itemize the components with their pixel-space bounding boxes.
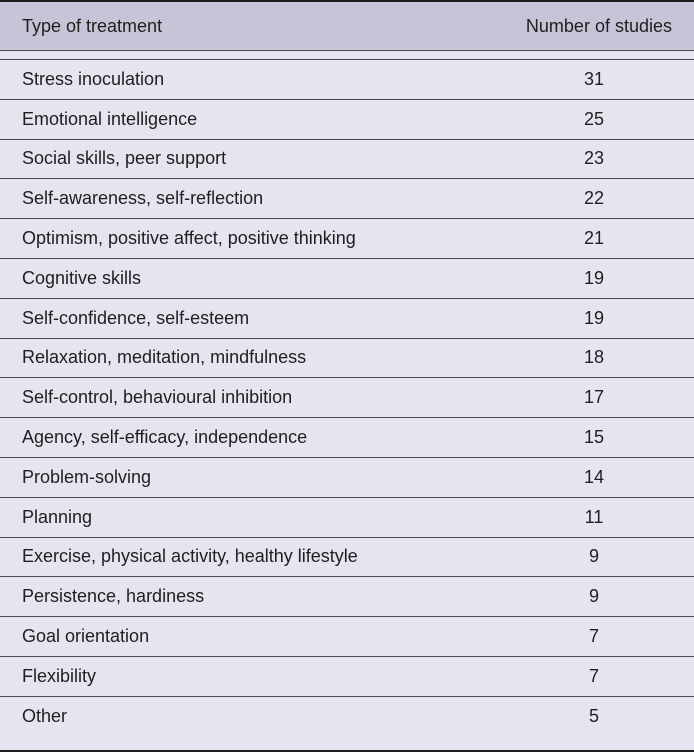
study-count-cell: 19 xyxy=(583,307,605,328)
study-count-cell: 17 xyxy=(583,387,605,408)
table-body xyxy=(0,60,694,737)
table-row xyxy=(0,339,694,379)
study-count-cell: 25 xyxy=(583,108,605,129)
study-count-cell: 14 xyxy=(583,466,605,487)
treatment-type-cell: Problem-solving xyxy=(22,466,152,487)
table-row xyxy=(0,299,694,339)
treatment-type-cell: Stress inoculation xyxy=(22,68,165,89)
study-count-cell: 7 xyxy=(588,665,599,686)
table-row xyxy=(0,60,694,100)
table-row xyxy=(0,259,694,299)
treatment-type-cell: Self-control, behavioural inhibition xyxy=(22,387,293,408)
treatment-type-cell: Relaxation, meditation, mindfulness xyxy=(22,347,307,368)
treatment-type-cell: Emotional intelligence xyxy=(22,108,198,129)
study-count-cell: 23 xyxy=(583,148,605,169)
treatment-type-cell: Self-awareness, self-reflection xyxy=(22,188,264,209)
study-count-cell: 9 xyxy=(588,586,599,607)
table-row xyxy=(0,179,694,219)
treatment-type-cell: Optimism, positive affect, positive thinking xyxy=(22,228,356,249)
table-row xyxy=(0,657,694,697)
treatment-type-cell: Persistence, hardiness xyxy=(22,586,205,607)
study-count-cell: 5 xyxy=(588,706,599,727)
study-count-cell: 11 xyxy=(584,506,604,527)
study-count-cell: 9 xyxy=(588,546,599,567)
table-row xyxy=(0,498,694,538)
table-row xyxy=(0,538,694,578)
treatment-type-cell: Planning xyxy=(22,506,93,527)
treatment-type-cell: Self-confidence, self-esteem xyxy=(22,307,250,328)
table-row xyxy=(0,577,694,617)
treatment-type-cell: Cognitive skills xyxy=(22,267,142,288)
study-count-cell: 7 xyxy=(588,626,599,647)
table-row xyxy=(0,378,694,418)
treatment-type-cell: Other xyxy=(22,706,68,727)
study-count-cell: 22 xyxy=(583,188,605,209)
header-type-of-treatment: Type of treatment xyxy=(22,15,163,36)
table-row xyxy=(0,418,694,458)
header-number-of-studies: Number of studies xyxy=(525,15,672,36)
table-row xyxy=(0,219,694,259)
header-spacer xyxy=(0,51,694,60)
study-count-cell: 15 xyxy=(583,427,605,448)
treatment-type-cell: Flexibility xyxy=(22,665,97,686)
study-count-cell: 31 xyxy=(583,68,605,89)
treatment-type-cell: Exercise, physical activity, healthy lifestyle xyxy=(22,546,358,567)
table-row xyxy=(0,140,694,180)
table-header-row xyxy=(0,2,694,51)
treatment-type-cell: Social skills, peer support xyxy=(22,148,227,169)
table-row xyxy=(0,100,694,140)
table-row xyxy=(0,617,694,657)
study-count-cell: 19 xyxy=(583,267,605,288)
table-row xyxy=(0,458,694,498)
treatment-type-cell: Goal orientation xyxy=(22,626,150,647)
treatment-type-cell: Agency, self-efficacy, independence xyxy=(22,427,308,448)
table-row xyxy=(0,697,694,737)
study-count-cell: 18 xyxy=(583,347,605,368)
study-count-cell: 21 xyxy=(583,228,605,249)
